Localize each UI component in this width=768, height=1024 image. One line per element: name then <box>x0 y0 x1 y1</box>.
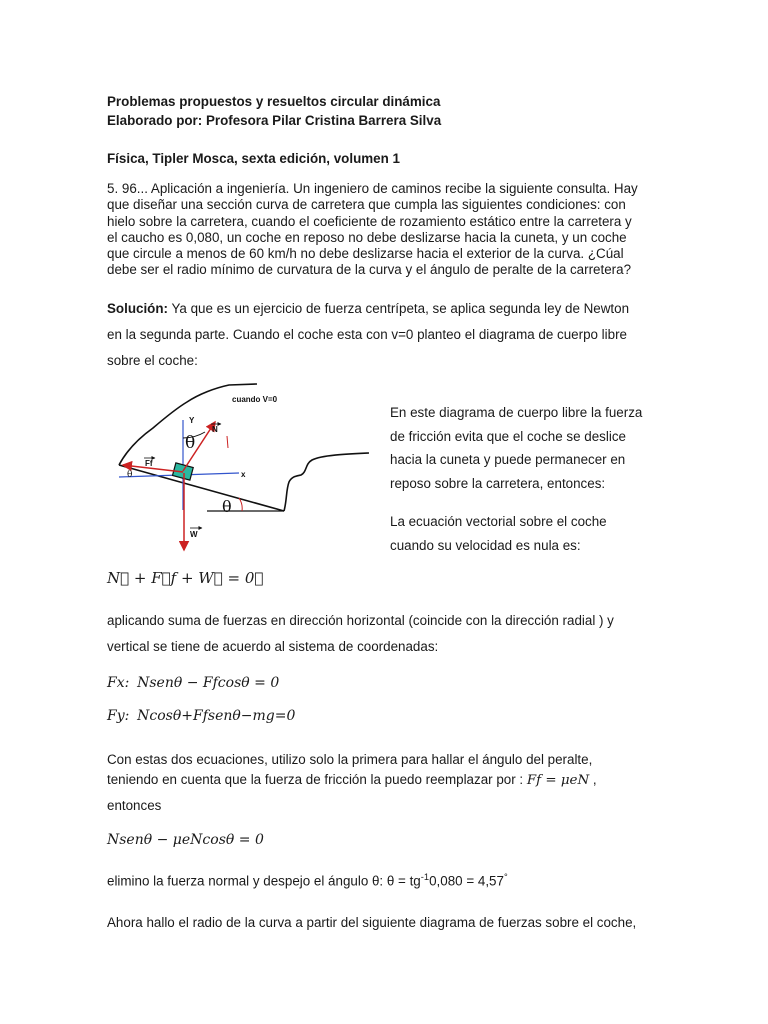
free-body-diagram <box>107 380 377 555</box>
fy-expression: Ncosθ+Ffsenθ−mg=0 <box>137 708 296 724</box>
fx-equation <box>107 674 279 691</box>
body-line: Con estas dos ecuaciones, utilizo solo la primera para hallar el ángulo del peralte, <box>107 752 593 767</box>
explanation-line: En este diagrama de cuerpo libre la fuerza <box>390 405 643 420</box>
degree-symbol: ° <box>503 872 508 882</box>
angle-mark <box>227 436 228 448</box>
entonces-text: entonces <box>107 798 162 813</box>
solution-text: Ya que es un ejercicio de fuerza centrípeta, se aplica segunda ley de Newton <box>168 301 630 316</box>
explanation-line: hacia la cuneta y puede permanecer en <box>390 452 626 467</box>
problem-line: que circule a menos de 60 km/h no debe deslizarse hacia el exterior de la curva. ¿Cúal <box>107 246 624 262</box>
diagram-title: cuando V=0 <box>232 395 278 404</box>
sum-of-forces-text <box>107 608 614 660</box>
combined-equation: Nsenθ − μeNcosθ = 0 <box>107 832 264 848</box>
body-line: teniendo en cuenta que la fuerza de fricción la puedo reemplazar por : <box>107 772 524 787</box>
explanation-line: cuando su velocidad es nula es: <box>390 537 581 553</box>
cliff-outline <box>284 453 369 511</box>
two-equations-text: Con estas dos ecuaciones, utilizo solo la primera para hallar el ángulo del peralte, teniendo en cuenta que la fuerza de fricción la puedo reemplazar por : Ff = μeN , <box>107 752 597 788</box>
diagram-explanation <box>390 401 642 495</box>
result-exponent: -1 <box>420 872 430 882</box>
document-title: Problemas propuestos y resueltos circular dinámica <box>107 94 441 109</box>
friction-relation: Ff = μeN <box>526 773 590 788</box>
result-prefix: elimino la fuerza normal y despejo el ángulo θ: θ = tg <box>107 873 421 889</box>
label-friction: Ff <box>145 459 153 468</box>
explanation-line: reposo sobre la carretera, entonces: <box>390 475 606 491</box>
result-value: 0,080 = 4,57 <box>429 873 504 889</box>
vector-equation: N⃗ + F⃗f + W⃗ = 0⃗ <box>107 569 264 587</box>
vector-equation-intro <box>390 510 607 557</box>
problem-statement <box>107 181 638 279</box>
problem-line: el caucho es 0,080, un coche en reposo no debe deslizarse hacia la cuneta, y un coche <box>107 229 627 245</box>
problem-line: que diseñar una sección curva de carretera que cumpla las siguientes condiciones: con <box>107 197 626 213</box>
fx-expression: Nsenθ − Ffcosθ = 0 <box>137 675 280 691</box>
label-theta-small: θ <box>127 470 133 480</box>
label-theta-top: θ <box>185 433 196 453</box>
closing-text: Ahora hallo el radio de la curva a partir del siguiente diagrama de fuerzas sobre el coche, <box>107 915 637 930</box>
problem-line: 5. 96... Aplicación a ingeniería. Un ingeniero de caminos recibe la siguiente consulta. Hay <box>107 181 638 196</box>
angle-result <box>107 872 508 888</box>
solution-label: Solución: <box>107 301 168 316</box>
solution-text: en la segunda parte. Cuando el coche esta con v=0 planteo el diagrama de cuerpo libre <box>107 327 627 342</box>
document-author: Elaborado por: Profesora Pilar Cristina Barrera Silva <box>107 113 442 128</box>
solution-intro <box>107 296 629 374</box>
fy-label: Fy: <box>107 708 130 724</box>
fx-label: Fx: <box>107 675 130 691</box>
explanation-line: La ecuación vectorial sobre el coche <box>390 514 607 529</box>
label-theta-incline: θ <box>222 497 232 516</box>
problem-line: debe ser el radio mínimo de curvatura de la curva y el ángulo de peralte de la carretera? <box>107 262 632 278</box>
fy-equation <box>107 707 295 724</box>
body-line: aplicando suma de fuerzas en dirección horizontal (coincide con la dirección radial ) y <box>107 613 614 628</box>
problem-line: hielo sobre la carretera, cuando el coeficiente de rozamiento estático entre la carretera y <box>107 213 632 229</box>
label-weight: W <box>190 530 198 539</box>
label-x-axis: x <box>241 470 246 479</box>
solution-text: sobre el coche: <box>107 353 198 368</box>
label-y-axis: Y <box>189 416 195 425</box>
body-line: vertical se tiene de acuerdo al sistema de coordenadas: <box>107 639 439 654</box>
explanation-line: de fricción evita que el coche se deslice <box>390 428 626 444</box>
road-incline <box>119 465 284 511</box>
document-source: Física, Tipler Mosca, sexta edición, volumen 1 <box>107 151 400 166</box>
label-normal: N <box>212 425 218 434</box>
